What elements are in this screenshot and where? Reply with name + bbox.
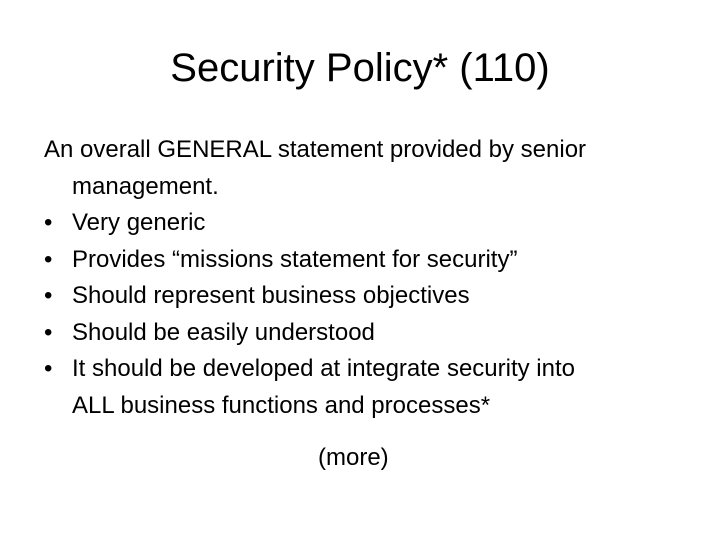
bullet-marker: • [44,355,53,382]
bullet-text: Very generic [72,209,206,236]
bullet-marker: • [44,209,53,236]
bullet-text: Should be easily understood [72,318,375,346]
bullet-item [44,278,704,315]
slide-body [44,132,704,424]
bullet-item [44,351,704,424]
more-indicator: (more) [318,444,389,471]
slide-title: Security Policy* (110) [170,46,550,90]
bullet-item [44,315,704,352]
bullet-item [44,205,704,242]
bullet-item [44,242,704,279]
bullet-text: Provides “missions statement for security” [72,245,518,273]
intro-text-line-2: management. [72,172,219,200]
bullet-text: Should represent business objectives [72,282,470,309]
intro-text-line-1: An overall GENERAL statement provided by senior [44,136,587,163]
bullet-marker: • [44,282,53,309]
bullet-text-line-1: It should be developed at integrate security into [72,355,575,382]
bullet-text-line-2: ALL business functions and processes* [72,391,491,419]
bullet-marker: • [44,318,53,346]
bullet-marker: • [44,245,53,273]
